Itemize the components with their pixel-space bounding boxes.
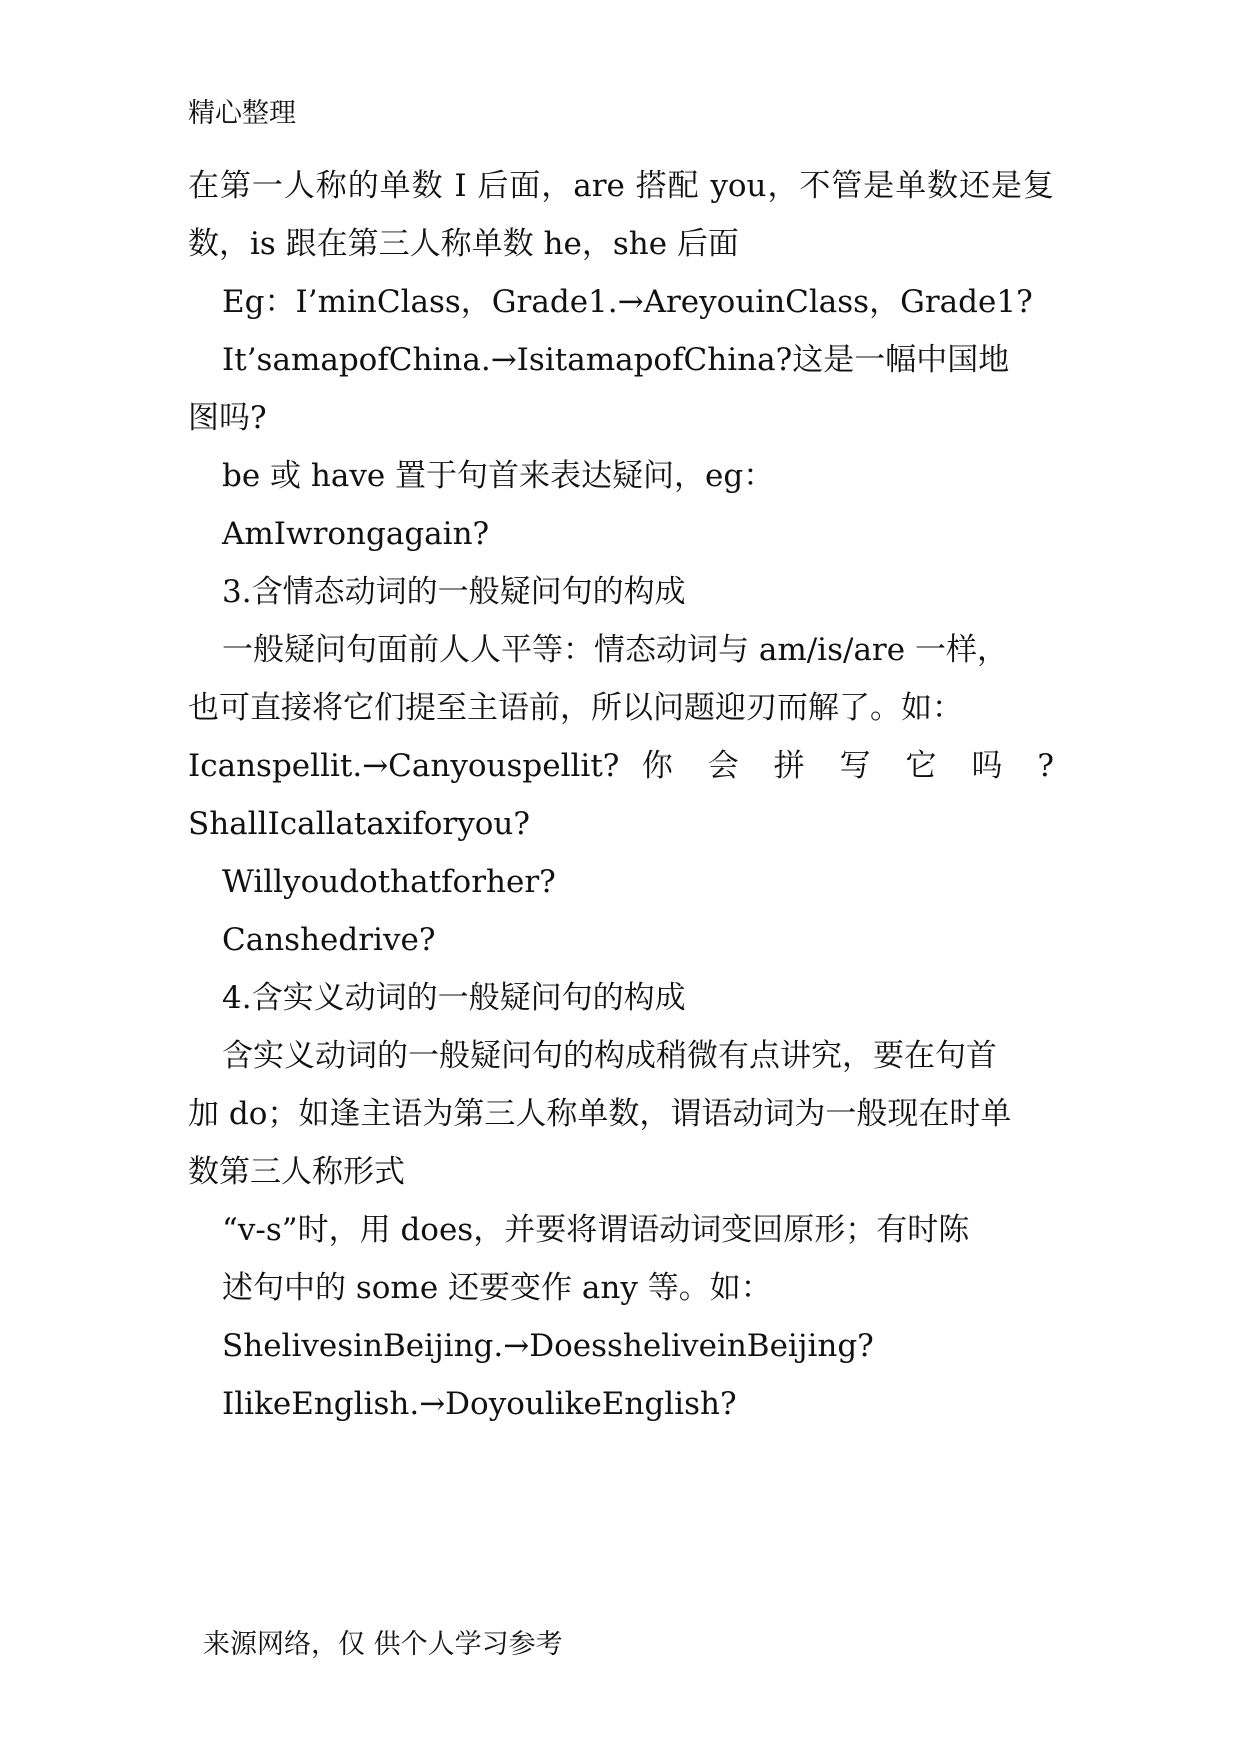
- text-line: 也可直接将它们提至主语前，所以问题迎刃而解了。如：: [188, 690, 963, 726]
- text-line: IlikeEnglish.→DoyoulikeEnglish?: [222, 1386, 737, 1422]
- text-line: 含实义动词的一般疑问句的构成稍微有点讲究，要在句首: [222, 1038, 997, 1074]
- text-line: “v-s”时，用 does，并要将谓语动词变回原形；有时陈: [222, 1212, 970, 1248]
- text-line: It’samapofChina.→IsitamapofChina?这是一幅中国地: [222, 342, 1010, 378]
- text-line: Willyoudothatforher?: [222, 864, 556, 900]
- text-line: ShallIcallataxiforyou?: [188, 806, 530, 842]
- section-heading: 4.含实义动词的一般疑问句的构成: [222, 980, 686, 1016]
- text-line: Icanspellit.→Canyouspellit? 你 会 拼 写 它 吗 ?: [188, 748, 1054, 784]
- page-footer: 来源网络，仅 供个人学习参考: [203, 1629, 563, 1660]
- text-line: Canshedrive?: [222, 922, 436, 958]
- text-line: 加 do；如逢主语为第三人称单数，谓语动词为一般现在时单: [188, 1096, 1012, 1132]
- section-heading: 3.含情态动词的一般疑问句的构成: [222, 574, 686, 610]
- page-header: 精心整理: [188, 98, 296, 129]
- text-line: 图吗?: [188, 400, 267, 436]
- text-line: 数，is 跟在第三人称单数 he，she 后面: [188, 226, 739, 262]
- text-line: ShelivesinBeijing.→DoessheliveinBeijing?: [222, 1328, 874, 1364]
- text-line: 一般疑问句面前人人平等：情态动词与 am/is/are 一样，: [222, 632, 1008, 668]
- text-line: 述句中的 some 还要变作 any 等。如：: [222, 1270, 772, 1306]
- text-line: be 或 have 置于句首来表达疑问，eg：: [222, 458, 775, 494]
- text-line: Eg：I’minClass，Grade1.→AreyouinClass，Grade1?: [222, 284, 1033, 320]
- text-line: 在第一人称的单数 I 后面，are 搭配 you，不管是单数还是复: [188, 168, 1054, 204]
- text-line: AmIwrongagain?: [222, 516, 490, 552]
- text-line: 数第三人称形式: [188, 1154, 405, 1190]
